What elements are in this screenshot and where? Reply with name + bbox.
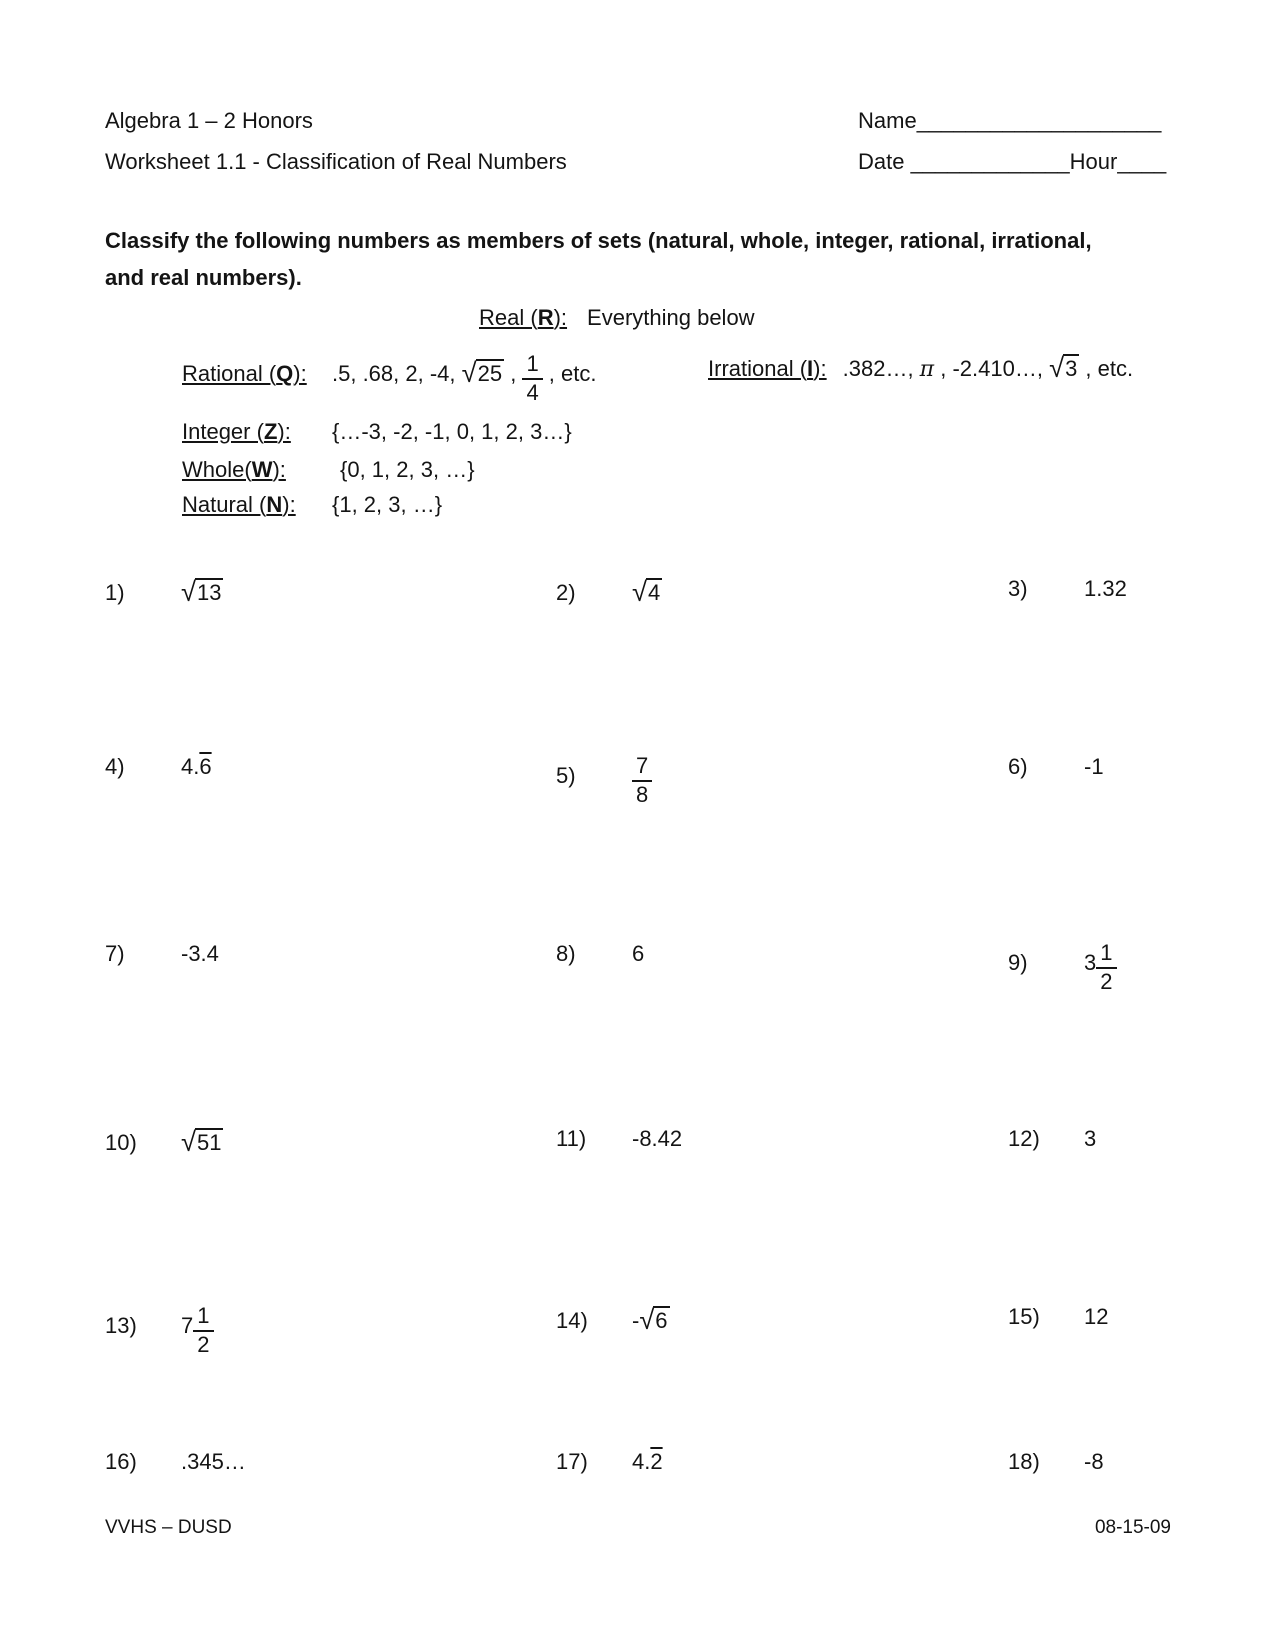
problem-1: [105, 576, 223, 608]
problem-number: 7): [105, 941, 125, 966]
name-blank-line: ____________________: [916, 108, 1162, 133]
header-left: [105, 100, 567, 182]
radical-expression: [632, 576, 662, 607]
problem-number: 3): [1008, 576, 1028, 601]
fraction-denominator: 2: [1100, 968, 1113, 994]
rational-label-post: ):: [293, 360, 307, 386]
irrational-label: [708, 356, 827, 382]
problem-18: [1008, 1449, 1104, 1475]
natural-set-text: {1, 2, 3, …}: [332, 492, 443, 517]
problem-number: 17): [556, 1449, 588, 1474]
fraction-numerator: 1: [522, 352, 542, 380]
problem-value: [632, 753, 652, 807]
radical-sign: √: [639, 1304, 654, 1335]
header-right: [858, 100, 1166, 182]
date-blank-line: _____________: [910, 149, 1070, 174]
fraction: [1096, 941, 1116, 994]
problem-number: 8): [556, 941, 576, 966]
fraction-denominator: 4: [526, 379, 539, 405]
problem-9: [1008, 941, 1117, 994]
name-field: [858, 100, 1166, 141]
problem-value: 3 $\frac{1}{2}$: [1084, 950, 1117, 975]
irrational-examples: .382…, π , -2.410…, √3 , etc.: [842, 352, 1134, 383]
rational-examples: .5, .68, 2, -4, √25 , $\frac{1}{4}$ , etc.: [332, 351, 597, 405]
radical-expression: [181, 1126, 223, 1157]
radical-expression: [639, 1304, 669, 1335]
worksheet-title: Worksheet 1.1 - Classification of Real Numbers: [105, 149, 567, 174]
definition-rational: [182, 352, 596, 405]
problem-value: -8: [1084, 1449, 1104, 1474]
fraction-denominator: 8: [636, 781, 649, 807]
irrational-label-post: ):: [813, 355, 827, 381]
pi-symbol: π: [919, 356, 935, 382]
fraction: [193, 1304, 213, 1357]
radicand: 3: [1065, 355, 1078, 381]
definition-real: [479, 305, 755, 331]
date-label: Date: [858, 149, 911, 174]
radicand: 51: [196, 1129, 222, 1155]
problem-11: [556, 1126, 682, 1152]
footer-school: VVHS – DUSD: [105, 1517, 232, 1538]
problem-number: 10): [105, 1129, 137, 1155]
real-label: [479, 305, 567, 331]
problem-number: 2): [556, 579, 576, 605]
whole-label-pre: Whole(: [182, 457, 252, 482]
hour-blank-line: ____: [1117, 149, 1167, 174]
radical-expression: [181, 576, 223, 607]
real-label-pre: Real (: [479, 305, 538, 330]
problem-6: [1008, 754, 1104, 780]
radicand: 4: [647, 579, 661, 605]
rational-label-pre: Rational (: [182, 360, 277, 386]
problem-4: [105, 754, 212, 780]
definition-irrational: [708, 352, 1133, 384]
name-label: Name: [858, 108, 917, 133]
hour-label: Hour: [1069, 149, 1118, 174]
problem-value: 7 $\frac{1}{2}$: [181, 1313, 214, 1338]
definition-integer: [182, 419, 572, 445]
problem-3: [1008, 576, 1127, 602]
problem-number: 18): [1008, 1449, 1040, 1474]
irrational-label-pre: Irrational (: [708, 355, 808, 381]
whole-set-text: {0, 1, 2, 3, …}: [340, 457, 475, 482]
problem-value: -8.42: [632, 1126, 683, 1151]
radicand: 25: [477, 360, 503, 386]
integer-label-pre: Integer (: [182, 419, 264, 444]
irrational-symbol: I: [807, 355, 814, 381]
problem-value: .345…: [181, 1449, 246, 1474]
rational-symbol: Q: [276, 360, 294, 386]
problem-number: 13): [105, 1312, 137, 1338]
problem-16: [105, 1449, 246, 1475]
integer-set-text: {…-3, -2, -1, 0, 1, 2, 3…}: [332, 419, 572, 444]
real-symbol: R: [537, 305, 554, 330]
whole-symbol: W: [251, 457, 273, 482]
problem-10: [105, 1126, 223, 1158]
real-description: Everything below: [587, 305, 755, 330]
problem-number: 9): [1008, 949, 1028, 975]
definition-natural: [182, 492, 442, 518]
problem-number: 6): [1008, 754, 1028, 779]
problem-2: [556, 576, 662, 608]
natural-label: [182, 492, 332, 518]
integer-label: [182, 419, 332, 445]
problem-5: [556, 754, 652, 807]
instructions-line-1: Classify the following numbers as members of sets (natural, whole, integer, rational, irrational,: [105, 228, 1092, 253]
problem-value: [181, 576, 223, 607]
integer-symbol: Z: [263, 419, 278, 444]
problem-number: 11): [556, 1126, 587, 1151]
rational-label: [182, 361, 332, 387]
problem-value: [632, 576, 662, 607]
problem-number: 16): [105, 1449, 137, 1474]
radical-sign: √: [1049, 352, 1064, 383]
natural-label-pre: Natural (: [182, 492, 267, 517]
date-hour-field: [858, 141, 1166, 182]
problem-value: 3: [1084, 1126, 1097, 1151]
problem-number: 15): [1008, 1304, 1040, 1329]
radical-sign: √: [181, 1126, 195, 1157]
integer-label-post: ):: [277, 419, 291, 444]
problem-7: [105, 941, 219, 967]
radical-expression: [1049, 352, 1079, 383]
instructions-line-2: and real numbers).: [105, 265, 302, 290]
problem-value: [181, 1126, 223, 1157]
whole-label-post: ):: [272, 457, 286, 482]
problem-value: 4.2: [632, 1449, 663, 1474]
problem-value: 6: [632, 941, 645, 966]
definition-whole: [182, 457, 475, 483]
problem-value: -1: [1084, 754, 1104, 779]
fraction-numerator: 1: [193, 1304, 213, 1332]
radical-sign: √: [461, 357, 476, 389]
fraction: [632, 754, 652, 807]
instructions: [105, 222, 1092, 296]
problem-value: 1.32: [1084, 576, 1127, 601]
radicand: 6: [655, 1307, 668, 1333]
problem-number: 4): [105, 754, 125, 779]
problem-number: 5): [556, 762, 576, 788]
fraction-denominator: 2: [197, 1331, 210, 1357]
real-label-post: ):: [553, 305, 568, 330]
problem-15: [1008, 1304, 1108, 1330]
problem-value: -3.4: [181, 941, 219, 966]
radical-sign: √: [632, 576, 646, 607]
problem-12: [1008, 1126, 1096, 1152]
course-title: Algebra 1 – 2 Honors: [105, 108, 313, 133]
problem-number: 1): [105, 579, 125, 605]
problem-14: [556, 1304, 670, 1336]
radical-sign: √: [181, 576, 195, 607]
problem-value: 4.6: [181, 754, 212, 779]
fraction: [522, 352, 542, 405]
repeating-decimal-overbar: 6: [199, 754, 212, 779]
fraction-numerator: 7: [632, 754, 652, 782]
fraction-numerator: 1: [1096, 941, 1116, 969]
radical-expression: [461, 357, 504, 389]
footer-date: 08-15-09: [1094, 1517, 1171, 1538]
problem-8: [556, 941, 644, 967]
problem-value: -√6: [632, 1304, 668, 1335]
problem-17: [556, 1449, 663, 1475]
natural-label-post: ):: [282, 492, 296, 517]
whole-label: [182, 457, 332, 483]
problem-number: 12): [1008, 1126, 1040, 1151]
problem-13: [105, 1304, 214, 1357]
problem-value: 12: [1084, 1304, 1109, 1329]
repeating-decimal-overbar: 2: [650, 1449, 663, 1474]
radicand: 13: [196, 579, 222, 605]
natural-symbol: N: [266, 492, 283, 517]
problem-number: 14): [556, 1307, 588, 1333]
